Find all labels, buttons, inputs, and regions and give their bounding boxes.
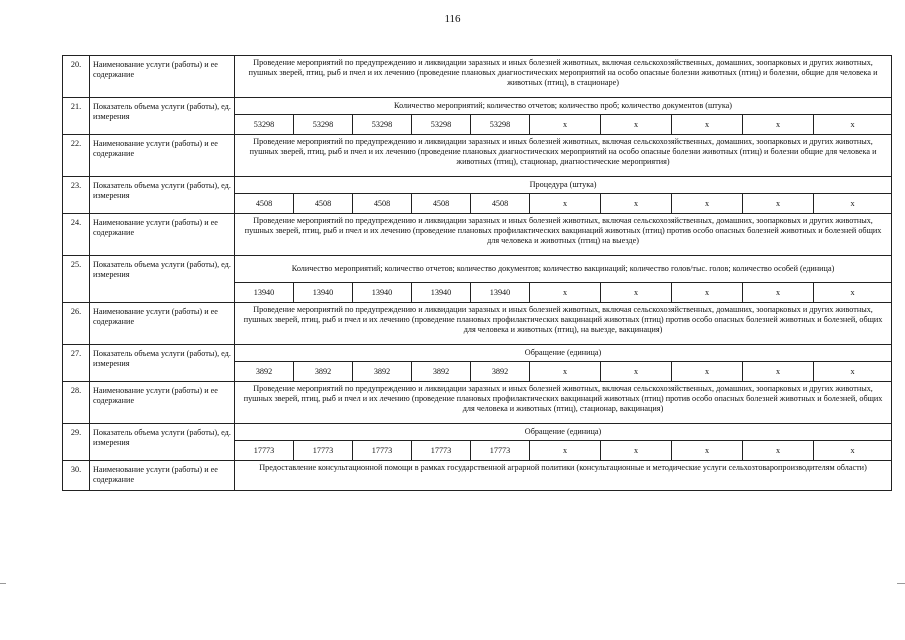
unit-of-measure: Количество мероприятий; количество отчетов; количество документов; количество вакцинаций; количество голов/тыс. голов; количество особей (единица)	[235, 256, 892, 283]
service-description: Проведение мероприятий по предупреждению и ликвидации заразных и иных болезней животных, включая сельскохозяйственных, домашних, зоопарковых и других животных, пушных зверей, птиц, рыб и пчел и их лечению (проведение плановых диагностических мероприятий на особо опасные болезни животных (птиц) и болезни, общие для человека и животных (птиц), в стационаре)	[235, 56, 892, 98]
value-cell: х	[814, 194, 892, 214]
row-label: Показатель объема услуги (работы), ед. измерения	[90, 256, 235, 303]
volume-unit-row	[63, 345, 892, 362]
value-cell: х	[672, 283, 743, 303]
service-description: Предоставление консультационной помощи в рамках государственной аграрной политики (консультационные и методические услуги сельхозтоваропроизводителям области)	[235, 461, 892, 491]
service-name-row	[63, 56, 892, 98]
row-label: Наименование услуги (работы) и ее содержание	[90, 56, 235, 98]
row-label: Наименование услуги (работы) и ее содержание	[90, 382, 235, 424]
value-cell: 4508	[471, 194, 530, 214]
row-number: 28.	[63, 382, 90, 424]
value-cell: 3892	[294, 362, 353, 382]
unit-of-measure: Обращение (единица)	[235, 424, 892, 441]
table-body	[63, 56, 892, 491]
page-number: 116	[444, 13, 461, 25]
value-cell: 3892	[471, 362, 530, 382]
value-cell: 13940	[412, 283, 471, 303]
value-cell: 17773	[294, 441, 353, 461]
service-description: Проведение мероприятий по предупреждению и ликвидации заразных и иных болезней животных, включая сельскохозяйственных, домашних, зоопарковых и других животных, пушных зверей, птиц, рыб и пчел и их лечению (проведение плановых диагностических мероприятий на особо опасные болезни животных (птиц) и болезни общие для человека и животных (птиц), стационар, диагностические мероприятия)	[235, 135, 892, 177]
value-cell: х	[601, 115, 672, 135]
row-label: Показатель объема услуги (работы), ед. измерения	[90, 177, 235, 214]
value-cell: 4508	[353, 194, 412, 214]
left-edge-mark	[0, 583, 6, 584]
value-cell: х	[530, 441, 601, 461]
value-cell: 53298	[471, 115, 530, 135]
volume-unit-row	[63, 177, 892, 194]
value-cell: 13940	[353, 283, 412, 303]
row-label: Показатель объема услуги (работы), ед. измерения	[90, 345, 235, 382]
service-description: Проведение мероприятий по предупреждению и ликвидации заразных и иных болезней животных, включая сельскохозяйственных, домашних, зоопарковых и других животных, пушных зверей, птиц, рыб и пчел и их лечению (проведение плановых профилактических вакцинаций животных (птиц) против особо опасных болезней животных и болезней, общих для человека и животных (птиц), стационар, вакцинация)	[235, 382, 892, 424]
row-label: Наименование услуги (работы) и ее содержание	[90, 303, 235, 345]
value-cell: 17773	[235, 441, 294, 461]
service-name-row	[63, 303, 892, 345]
value-cell: 13940	[294, 283, 353, 303]
service-name-row	[63, 135, 892, 177]
value-cell: х	[743, 283, 814, 303]
value-cell: 17773	[353, 441, 412, 461]
service-name-row	[63, 214, 892, 256]
value-cell: 3892	[353, 362, 412, 382]
value-cell: 17773	[412, 441, 471, 461]
value-cell: х	[814, 362, 892, 382]
service-description: Проведение мероприятий по предупреждению и ликвидации заразных и иных болезней животных, включая сельскохозяйственных, домашних, зоопарковых и других животных, пушных зверей, птиц, рыб и пчел и их лечению (проведение плановых профилактических вакцинаций животных (птиц) против особо опасных болезней животных и болезней, общих для человека и животных (птиц), на выезде, вакцинация)	[235, 303, 892, 345]
value-cell: х	[672, 441, 743, 461]
value-cell: 13940	[471, 283, 530, 303]
value-cell: 4508	[235, 194, 294, 214]
value-cell: х	[530, 115, 601, 135]
value-cell: х	[601, 283, 672, 303]
value-cell: х	[743, 362, 814, 382]
value-cell: 53298	[353, 115, 412, 135]
row-number: 27.	[63, 345, 90, 382]
row-label: Наименование услуги (работы) и ее содержание	[90, 461, 235, 491]
value-cell: х	[672, 194, 743, 214]
row-number: 30.	[63, 461, 90, 491]
row-number: 26.	[63, 303, 90, 345]
row-label: Наименование услуги (работы) и ее содержание	[90, 214, 235, 256]
services-table	[62, 55, 892, 491]
service-description: Проведение мероприятий по предупреждению и ликвидации заразных и иных болезней животных, включая сельскохозяйственных, домашних, зоопарковых и других животных, пушных зверей, птиц, рыб и пчел и их лечению (проведение плановых профилактических вакцинаций животных (птиц) против особо опасных болезней животных и болезней общих для человека и животных (птиц) на выезде)	[235, 214, 892, 256]
value-cell: 53298	[235, 115, 294, 135]
value-cell: х	[601, 441, 672, 461]
row-number: 21.	[63, 98, 90, 135]
row-label: Наименование услуги (работы) и ее содержание	[90, 135, 235, 177]
row-number: 29.	[63, 424, 90, 461]
value-cell: 53298	[294, 115, 353, 135]
row-number: 22.	[63, 135, 90, 177]
value-cell: 4508	[412, 194, 471, 214]
value-cell: х	[530, 283, 601, 303]
value-cell: х	[601, 362, 672, 382]
volume-unit-row	[63, 424, 892, 441]
value-cell: 4508	[294, 194, 353, 214]
value-cell: 3892	[235, 362, 294, 382]
value-cell: х	[530, 194, 601, 214]
row-label: Показатель объема услуги (работы), ед. измерения	[90, 424, 235, 461]
row-number: 20.	[63, 56, 90, 98]
row-number: 24.	[63, 214, 90, 256]
value-cell: х	[814, 441, 892, 461]
value-cell: 13940	[235, 283, 294, 303]
value-cell: 3892	[412, 362, 471, 382]
value-cell: х	[530, 362, 601, 382]
value-cell: х	[814, 283, 892, 303]
value-cell: х	[672, 362, 743, 382]
row-number: 25.	[63, 256, 90, 303]
service-name-row	[63, 382, 892, 424]
unit-of-measure: Количество мероприятий; количество отчетов; количество проб; количество документов (штука)	[235, 98, 892, 115]
value-cell: х	[743, 194, 814, 214]
value-cell: х	[601, 194, 672, 214]
right-edge-mark	[897, 583, 905, 584]
volume-unit-row	[63, 98, 892, 115]
value-cell: 17773	[471, 441, 530, 461]
value-cell: 53298	[412, 115, 471, 135]
row-label: Показатель объема услуги (работы), ед. измерения	[90, 98, 235, 135]
unit-of-measure: Процедура (штука)	[235, 177, 892, 194]
value-cell: х	[743, 441, 814, 461]
volume-unit-row	[63, 256, 892, 283]
value-cell: х	[814, 115, 892, 135]
row-number: 23.	[63, 177, 90, 214]
unit-of-measure: Обращение (единица)	[235, 345, 892, 362]
value-cell: х	[672, 115, 743, 135]
value-cell: х	[743, 115, 814, 135]
service-name-row	[63, 461, 892, 491]
